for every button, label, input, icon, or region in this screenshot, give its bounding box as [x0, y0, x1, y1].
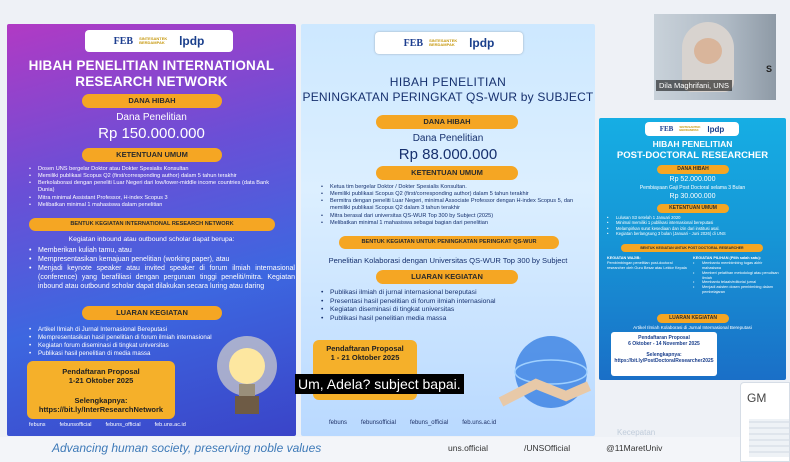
list-item: • Lulusan S3 setelah 1 Januari 2020 — [607, 215, 781, 220]
social-footer — [329, 420, 496, 426]
gm-panel[interactable] — [740, 382, 790, 462]
poster-title-line1: HIBAH PENELITIAN — [389, 75, 507, 89]
luaran-list — [321, 289, 583, 324]
list-item: • Melampirkan surat kesediaan dan izin dari institusi asal. — [607, 226, 781, 231]
list-item: • Publikasi hasil penelitian di media massa — [29, 350, 287, 358]
social-handles — [448, 443, 662, 453]
list-item: • Presentasi hasil penelitian di forum ilmiah internasional — [321, 298, 583, 307]
footer-handle: febuns_official — [105, 422, 141, 428]
lpdp-logo: lpdp — [179, 34, 205, 48]
speed-label: Kecepatan — [617, 428, 656, 437]
ketentuan-umum-pill: KETENTUAN UMUM — [376, 166, 518, 180]
kegiatan-wajib — [607, 256, 687, 271]
kegiatan-pilihan-title: KEGIATAN PILIHAN (Pilih salah satu): — [693, 256, 761, 260]
lpdp-logo: lpdp — [707, 124, 725, 134]
globe-handshake-illustration — [491, 324, 591, 414]
footer-handle: febunsofficial — [361, 420, 396, 426]
live-caption: Um, Adela? subject bapai. — [295, 374, 464, 394]
lightbulb-illustration — [207, 324, 287, 424]
list-item: • Mitra berasal dari universitas QS-WUR Top 300 by Subject (2025) — [321, 213, 583, 220]
dana-amount: Rp 52.000.000 — [669, 176, 716, 183]
gm-preview — [749, 419, 789, 457]
footer-handle: febunsofficial — [59, 422, 92, 428]
list-item: • Bermitra dengan peneliti Luar Negeri, minimal Associate Professor dengan H-index Scopus 5, dan memiliki publikasi Scopus Q2 dalam 3 tahun terakhir — [321, 198, 583, 212]
list-item: • Mempresentasikan hasil penelitian di forum ilmiah internasional — [29, 334, 287, 342]
pendaftaran-date: 6 Oktober - 14 November 2025 — [628, 341, 700, 347]
list-item: • Memiliki publikasi Scopus Q2 (first/corresponding author) dalam 5 tahun terakhir — [29, 173, 287, 180]
kegiatan-pilihan — [693, 256, 781, 295]
instagram-handle: uns.official — [448, 443, 489, 453]
dana-hibah-pill: DANA HIBAH — [82, 94, 222, 108]
info-link[interactable]: https://bit.ly/PostDoctoralResearcher2025 — [614, 358, 714, 364]
participant-name: Dila Maghrifani, UNS — [656, 80, 732, 91]
list-item: • Kegiatan berlangsung 3 bulan (Januari - Juni 2026) di UNS — [607, 231, 781, 236]
bentuk-kegiatan-pill: BENTUK KEGIATAN INTERNATIONAL RESEARCH NETWORK — [29, 218, 275, 231]
list-item: • Artikel Ilmiah di Jurnal Internasional Bereputasi — [29, 326, 287, 334]
diktisaintek-logo: SINTESANTEK BERDAMPAK — [139, 35, 168, 45]
footer-handle: febuns — [29, 422, 46, 428]
ketentuan-list — [29, 166, 287, 209]
feb-logo: FEB — [113, 35, 134, 47]
list-item: • Memberikan kuliah tamu, atau — [29, 247, 295, 256]
list-item: • Membantu telaah/editorial jurnal — [693, 280, 781, 285]
luaran-kegiatan-pill: LUARAN KEGIATAN — [82, 306, 222, 320]
poster-post-doctoral-researcher — [599, 118, 786, 380]
poster-international-research-network — [7, 24, 296, 436]
dana-amount: Rp 88.000.000 — [398, 146, 498, 163]
bentuk-kegiatan-pill: BENTUK KEGIATAN UNTUK PENINGKATAN PERINGKAT QS-WUR — [339, 236, 559, 249]
poster-title-line1: HIBAH PENELITIAN — [652, 139, 733, 149]
list-item: • Publikasi hasil penelitian media massa — [321, 315, 583, 324]
ketentuan-list — [607, 215, 781, 237]
footer-handle: feb.uns.ac.id — [462, 420, 497, 426]
list-item: • Dosen UNS bergelar Doktor atau Dokter Spesialis Konsultan — [29, 166, 287, 173]
pendaftaran-box — [27, 361, 175, 419]
list-item: • Ketua tim bergelar Doktor / Dokter Spesialis Konsultan. — [321, 184, 583, 191]
dana-hibah-pill: DANA HIBAH — [657, 165, 729, 174]
pendaftaran-date: 1 - 21 Oktober 2025 — [330, 353, 400, 362]
poster-title: HIBAH PENELITIAN INTERNATIONAL RESEARCH NETWORK — [28, 58, 275, 89]
poster-logos — [85, 30, 233, 52]
footer-handle: feb.uns.ac.id — [154, 422, 186, 428]
bentuk-text: Penelitian Kolaborasi dengan Universitas QS-WUR Top 300 by Subject — [328, 256, 568, 265]
list-item: • Mitra minimal Assistant Professor, H-index Scopus 3 — [29, 195, 287, 202]
pendaftaran-label: Pendaftaran Proposal — [638, 335, 690, 341]
list-item: • Kegiatan diseminasi di tingkat universitas — [321, 306, 583, 315]
luaran-kegiatan-pill: LUARAN KEGIATAN — [657, 314, 729, 323]
list-item: • Menjadi asisten dosen pembimbing dalam pembelajaran — [693, 285, 781, 295]
feb-logo: FEB — [659, 125, 674, 133]
pendaftaran-label: Pendaftaran Proposal — [326, 344, 404, 353]
dana-amount: Rp 150.000.000 — [98, 125, 205, 142]
list-item: • Berkolaborasi dengan peneliti Luar Negeri dari low/lower-middle income countries (data Bank Dunia) — [29, 180, 287, 194]
list-item: • Membantu membimbing tugas akhir mahasiswa — [693, 261, 781, 271]
feb-logo: FEB — [403, 37, 424, 49]
poster-logos — [645, 122, 739, 136]
ketentuan-list — [321, 184, 583, 227]
kegiatan-list — [29, 247, 295, 292]
facebook-handle: /UNSOfficial — [524, 443, 571, 453]
list-item: • Memberi pelatihan metodologi atau penulisan ilmiah — [693, 271, 781, 281]
participant-video-tile[interactable] — [654, 14, 776, 100]
lpdp-logo: lpdp — [469, 36, 495, 50]
kegiatan-wajib-title: KEGIATAN WAJIB: — [607, 256, 641, 260]
luaran-text: Artikel Ilmiah Kolaborasi di Jurnal Internasional Bereputasi — [633, 325, 752, 330]
gm-label: GM — [747, 391, 767, 405]
footer-handle: febuns_official — [409, 420, 449, 426]
participant-badge: S — [766, 64, 773, 74]
dana-hibah-pill: DANA HIBAH — [376, 115, 518, 129]
tagline: Advancing human society, preserving noble values — [52, 441, 322, 455]
list-item: • Kegiatan forum diseminasi di tingkat universitas — [29, 342, 287, 350]
ketentuan-umum-pill: KETENTUAN UMUM — [82, 148, 222, 162]
list-item: • Minimal memiliki 1 publikasi internasional bereputasi — [607, 220, 781, 225]
pilihan-list — [693, 261, 781, 295]
bentuk-kegiatan-pill: BENTUK KEGIATAN UNTUK POST DOCTORAL RESEARCHER — [621, 244, 763, 252]
dana-amount-2: Rp 30.000.000 — [669, 193, 716, 200]
poster-title-line2: PENINGKATAN PERINGKAT QS-WUR by SUBJECT — [302, 90, 594, 104]
list-item: • Mempresentasikan kemajuan penelitian (working paper), atau — [29, 256, 295, 265]
diktisaintek-logo: SINTESANTEK BERDAMPAK — [679, 124, 701, 132]
ketentuan-umum-pill: KETENTUAN UMUM — [657, 204, 729, 213]
participant-face — [694, 38, 722, 64]
footer-handle: febuns — [329, 420, 348, 426]
list-item: • Melibatkan minimal 1 mahasiswa dalam penelitian — [29, 202, 287, 209]
pendaftaran-label: Pendaftaran Proposal — [62, 367, 140, 376]
list-item: • Publikasi ilmiah di jurnal internasional bereputasi — [321, 289, 583, 298]
twitter-handle: @11MaretUniv — [606, 443, 663, 453]
info-link[interactable]: https://bit.ly/InterResearchNetwork — [38, 405, 164, 414]
list-item: • Menjadi keynote speaker atau invited speaker di forum ilmiah internasional (conference) yang berafiliasi dengan perguruan tinggi peneliti/mitra. Kegiatan inbound atau outbound scholar dapat dilakukan secara luring atau daring — [29, 265, 295, 292]
kegiatan-intro: Kegiatan inbound atau outbound scholar dapat berupa: — [68, 236, 235, 243]
kegiatan-wajib-text: Pembimbingan penelitian post-doctoral researcher oleh Guru Besar atau Lektor Kepala — [607, 260, 687, 270]
dana-label: Dana Penelitian — [412, 133, 484, 144]
bottom-banner — [0, 437, 790, 462]
pendaftaran-box — [611, 332, 717, 376]
luaran-kegiatan-pill: LUARAN KEGIATAN — [376, 270, 518, 284]
social-footer — [29, 422, 186, 428]
list-item: • Memiliki publikasi Scopus Q2 (first/corresponding author) dalam 5 tahun terakhir — [321, 191, 583, 198]
poster-logos — [375, 32, 523, 54]
diktisaintek-logo: SINTESANTEK BERDAMPAK — [429, 37, 458, 47]
selengkapnya-label: Selengkapnya: — [74, 396, 128, 405]
list-item: • Melibatkan minimal 1 mahasiswa sebagai bagian dari penelitian — [321, 220, 583, 227]
dana-label: Dana Penelitian — [116, 112, 187, 123]
selengkapnya-label: Selengkapnya: — [646, 352, 682, 358]
dana-desc: Pembiayaan Gaji Post Doctoral selama 3 Bulan — [639, 185, 746, 191]
poster-title-line2: POST-DOCTORAL RESEARCHER — [616, 150, 769, 161]
pendaftaran-date: 1-21 Oktober 2025 — [68, 376, 134, 385]
